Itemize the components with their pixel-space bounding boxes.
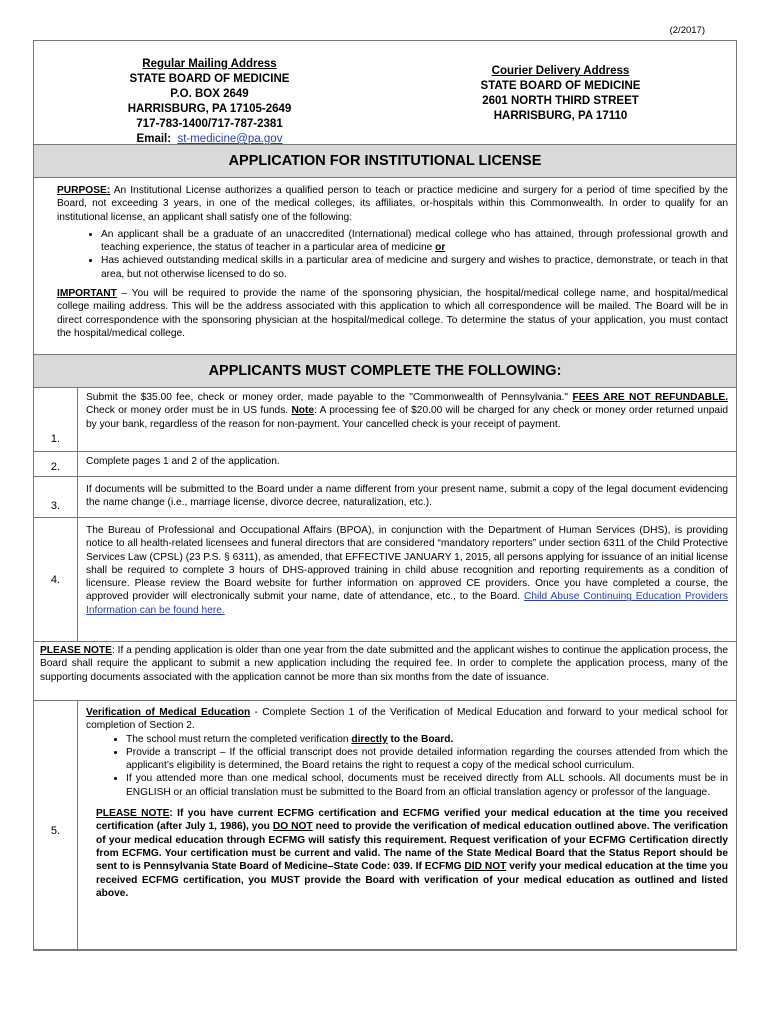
courier-line3: HARRISBURG, PA 17110 bbox=[493, 110, 628, 122]
item-text-3: If documents will be submitted to the Board under a name different from your present name, submit a copy of the legal document evidencing the name change (i.e., marriage license, divorce decree, naturalization, etc.). bbox=[86, 484, 728, 509]
important-text: – You will be required to provide the name of the sponsoring physician, the hospital/medical college name, and hospital/medical college mailing address. This will be the address associated with this application to which all correspondence will be mailed. The Board will be in direct correspondence with the sponsoring physician at the hospital/medical college. To determine the status of your application, you must contact the hospital/medical college. bbox=[57, 288, 728, 339]
bullet-1-or: or bbox=[435, 242, 446, 254]
item1-part-e: : A processing fee of $20.00 will be charged for any check or money order returned unpaid by your bank, regardless of the reason for non-payment. Your cancelled check is your receipt of payment. bbox=[86, 405, 728, 430]
purpose-bullet-1 bbox=[101, 228, 728, 255]
important-paragraph bbox=[57, 287, 728, 340]
item-number-5: 5. bbox=[34, 701, 78, 949]
regular-email-row bbox=[34, 132, 385, 147]
item-row-1 bbox=[34, 388, 736, 452]
regular-line3: HARRISBURG, PA 17105-2649 bbox=[127, 103, 292, 115]
email-label: Email: bbox=[136, 133, 172, 145]
verification-bullet-1 bbox=[126, 733, 728, 746]
courier-delivery-address bbox=[385, 41, 736, 144]
verification-bullet-2: • Provide a transcript – If the official transcript does not provide detailed information regarding the courses attended from which the applicant’s eligibility is determined, the Board retains the right to request a copy of the medical school curriculum. bbox=[126, 746, 728, 773]
ecfmg-note-label: PLEASE NOTE bbox=[96, 808, 170, 820]
purpose-section bbox=[34, 178, 736, 355]
item-text-5 bbox=[78, 701, 736, 949]
courier-heading: Courier Delivery Address bbox=[491, 65, 630, 77]
item-row-3 bbox=[34, 477, 736, 518]
item-row-5 bbox=[34, 701, 736, 950]
item1-part-c: Check or money order must be in US funds. bbox=[86, 405, 292, 417]
purpose-label: PURPOSE: bbox=[57, 185, 111, 196]
please-note-text: : If a pending application is older than one year from the date submitted and the applicant wishes to continue the application process, the Board shall require the applicant to submit a new application including the required fee. In order to complete the application process, many of the supporting documents associated with the application cannot be more than six months from the date of issuance. bbox=[40, 645, 728, 683]
vb1-a: The school must return the completed verification bbox=[126, 733, 352, 745]
item-row-4 bbox=[34, 518, 736, 642]
item1-note-label: Note bbox=[291, 405, 315, 417]
vb1-directly: directly bbox=[351, 733, 388, 745]
important-label: IMPORTANT bbox=[57, 288, 117, 300]
purpose-paragraph bbox=[57, 184, 728, 224]
applicants-must-heading: APPLICANTS MUST COMPLETE THE FOLLOWING: bbox=[34, 355, 736, 388]
item1-part-a: Submit the $35.00 fee, check or money order, made payable to the "Commonwealth of Pennsylvania." bbox=[86, 392, 573, 403]
item-text-1 bbox=[78, 388, 736, 451]
regular-line1: STATE BOARD OF MEDICINE bbox=[129, 73, 290, 85]
item-number-4: 4. bbox=[34, 518, 78, 641]
ecfmg-note-c: verify your medical education at the time you received ECFMG certification, you MUST provide the Board with verification of your medical education as outlined and listed above. bbox=[96, 861, 728, 899]
bullet-1-text: An applicant shall be a graduate of an unaccredited (International) medical college who has attained, through professional growth and teaching experience, the status of teacher in a particular area of medicine bbox=[101, 228, 728, 254]
page-title: APPLICATION FOR INSTITUTIONAL LICENSE bbox=[34, 145, 736, 178]
regular-phone: 717-783-1400/717-787-2381 bbox=[136, 118, 283, 130]
verification-intro bbox=[86, 706, 728, 733]
ecfmg-do-not: DO NOT bbox=[272, 821, 313, 833]
please-note-label: PLEASE NOTE bbox=[40, 645, 112, 656]
item-number-2: 2. bbox=[34, 452, 78, 476]
item-text-4 bbox=[78, 518, 736, 641]
regular-line2: P.O. BOX 2649 bbox=[170, 88, 249, 100]
vb1-c: to the Board. bbox=[387, 733, 454, 745]
please-note-section bbox=[34, 642, 736, 701]
address-block bbox=[34, 41, 736, 145]
child-abuse-ce-link[interactable]: Child Abuse Continuing Education Providers Information can be found here. bbox=[86, 591, 728, 616]
item4-text: The Bureau of Professional and Occupational Affairs (BPOA), in conjunction with the Department of Human Services (DHS), is providing notice to all health-related licensees and funeral directors that are considered “mandatory reporters” under section 6311 of the Child Protective Services Law (CPSL) (23 P.S. § 6311), as amended, that EFFECTIVE JANUARY 1, 2015, all persons applying for issuance of an initial license shall be required to complete 3 hours of DHS-approved training in child abuse recognition and reporting requirements as a condition of licensure. Please review the Board website for further information on approved CE providers. Once you have completed a course, the approved provider will electronically submit your name, date of attendance, etc., to the Board. bbox=[86, 525, 728, 603]
verification-heading: Verification of Medical Education bbox=[86, 707, 251, 718]
ecfmg-did-not: DID NOT bbox=[464, 861, 507, 873]
email-link[interactable]: st-medicine@pa.gov bbox=[177, 133, 283, 145]
ecfmg-note-b: need to provide the verification of medical education outlined above. The verification of your medical education through ECFMG will satisfy this requirement. Request verification of your ECFMG Certification directly from ECFMG. Your certification must be current and valid. The name of the State Medical Board that the Status Report should be sent to is Pennsylvania State Board of Medicine–State Code: 039. If ECFMG bbox=[96, 821, 728, 873]
verification-bullet-3: • If you attended more than one medical school, documents must be received directly from ALL schools. All documents must be in ENGLISH or an official translation must be submitted to the Board from an official translation agency or professor of the language. bbox=[126, 772, 728, 799]
item-row-2 bbox=[34, 452, 736, 477]
item-number-1: 1. bbox=[34, 388, 78, 451]
courier-line2: 2601 NORTH THIRD STREET bbox=[482, 95, 639, 107]
purpose-text: An Institutional License authorizes a qualified person to teach or practice medicine and surgery for a period of time specified by the Board, not exceeding 3 years, in one of the medical colleges, its affiliates, or-hospitals within this Commonwealth. In order to qualify for an institutional license, an applicant shall satisfy one of the following: bbox=[57, 185, 728, 223]
purpose-bullet-2: • Has achieved outstanding medical skills in a particular area of medicine and surgery and wishes to practice, demonstrate, or teach in that area, but not otherwise licensed to do so. bbox=[101, 254, 728, 281]
regular-mailing-address bbox=[34, 41, 385, 144]
item1-fees-not-refundable: FEES ARE NOT REFUNDABLE. bbox=[572, 392, 728, 403]
purpose-bullets bbox=[57, 228, 728, 281]
ecfmg-note bbox=[96, 807, 728, 900]
verification-bullets bbox=[86, 733, 728, 799]
form-frame bbox=[33, 40, 737, 951]
regular-heading: Regular Mailing Address bbox=[142, 58, 277, 70]
ecfmg-note-a: : If you have current ECFMG certification and ECFMG verified your medical education at the time you received certification (after July 1, 1986), you bbox=[96, 808, 729, 833]
courier-line1: STATE BOARD OF MEDICINE bbox=[480, 80, 641, 92]
item-number-3: 3. bbox=[34, 477, 78, 517]
revision-date: (2/2017) bbox=[669, 25, 705, 36]
item-text-2: Complete pages 1 and 2 of the application. bbox=[86, 456, 280, 467]
verification-intro-text: - Complete Section 1 of the Verification of Medical Education and forward to your medical school for completion of Section 2. bbox=[86, 707, 728, 732]
